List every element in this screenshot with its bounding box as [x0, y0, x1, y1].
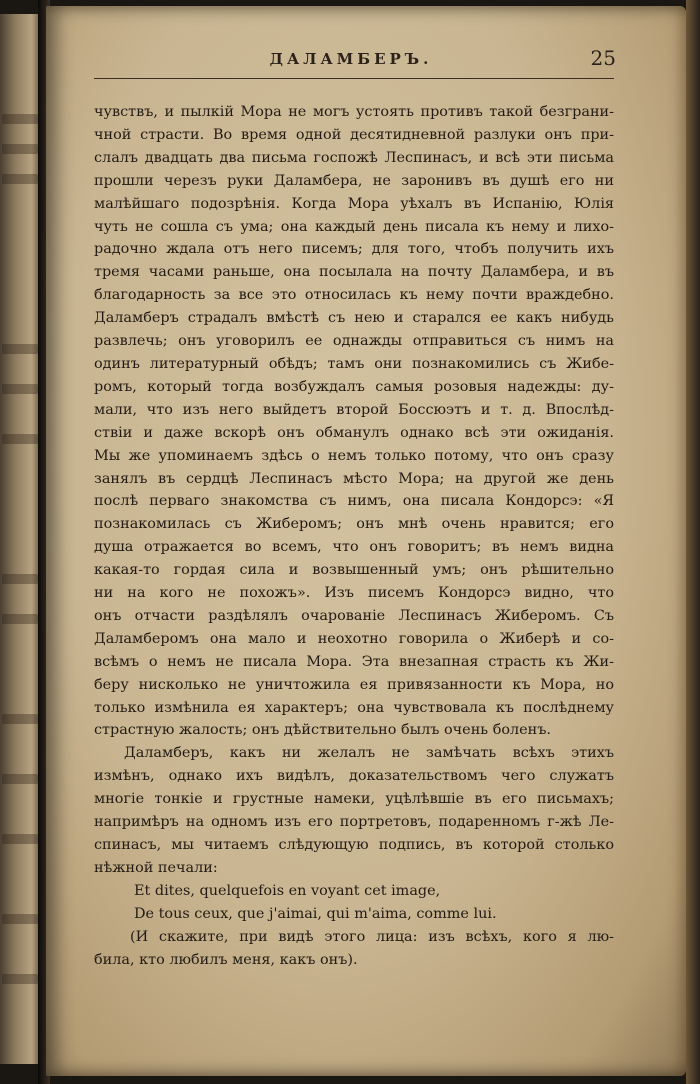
facing-page-edge [0, 14, 42, 1064]
text-line: чуть не сошла съ ума; она каждый день писала къ нему и лихо- [94, 218, 614, 235]
text-line: благодарность за все это относилась къ нему почти враждебно. [94, 287, 614, 304]
text-line: послѣ перваго знакомства съ нимъ, она писала Кондорсэ: «Я [94, 493, 614, 510]
text-line: занялъ въ сердцѣ Леспинасъ мѣсто Мора; на другой же день [94, 470, 614, 487]
text-line: беру нисколько не уничтожила ея привязанности къ Мора, но [94, 676, 614, 693]
text-line: какая-то гордая сила и возвышенный умъ; онъ рѣшительно [94, 562, 614, 579]
text-line: малѣйшаго подозрѣнія. Когда Мора уѣхалъ въ Испанію, Юлія [94, 195, 614, 212]
text-line: спинасъ, мы читаемъ слѣдующую подпись, въ которой столько [94, 837, 614, 853]
text-line: прошли черезъ руки Даламбера, не заронивъ въ душѣ его ни [94, 172, 614, 189]
text-line: слалъ двадцать два письма госпожѣ Леспинасъ, и всѣ эти письма [94, 149, 614, 166]
text-line: радочно ждала отъ него писемъ; для того, чтобъ получить ихъ [94, 241, 614, 258]
text-line: измѣнъ, однако ихъ видѣлъ, доказательствомъ чего служатъ [94, 768, 614, 785]
text-line: нѣжной печали: [94, 859, 218, 876]
page-body [94, 101, 614, 971]
verse-line: De tous ceux, que j'aimai, qui m'aima, comme lui. [134, 905, 497, 922]
text-line: развлечь; онъ уговорилъ ее однажды отправиться съ нимъ на [94, 333, 614, 350]
text-line: только измѣнила ея характеръ; она чувствовала къ послѣднему [94, 699, 614, 716]
text-line: познакомилась съ Жиберомъ; онъ мнѣ очень нравится; его [94, 516, 614, 533]
text-line: Даламберъ страдалъ вмѣстѣ съ нею и старался ее какъ нибудь [94, 310, 614, 327]
text-line: онъ отчасти раздѣлялъ очарованіе Леспинасъ Жиберомъ. Съ [94, 607, 614, 624]
text-line: многіе тонкіе и грустные намеки, уцѣлѣвшіе въ его письмахъ; [94, 791, 614, 808]
running-header: ДАЛАМБЕРЪ. [269, 50, 433, 68]
text-line: ни на кого не похожъ». Изъ писемъ Кондорсэ видно, что [94, 585, 614, 602]
paragraph-2 [94, 742, 614, 879]
verse-translation [94, 926, 614, 972]
page-number: 25 [590, 46, 616, 70]
text-line: ствіи и даже вскорѣ онъ обманулъ однако всѣ эти ожиданія. [94, 424, 614, 441]
text-line: тремя часами раньше, она посылала на почту Даламбера, и въ [94, 264, 614, 281]
book-edge-shadow [686, 0, 700, 1084]
text-line: чной страсти. Во время одной десятидневной разлуки онъ при- [94, 126, 614, 143]
translation-line: (И скажите, при видѣ этого лица: изъ всѣхъ, кого я лю- [130, 928, 614, 945]
paragraph-1 [94, 101, 614, 742]
text-line: Мы же упоминаемъ здѣсь о немъ только потому, что онъ сразу [94, 447, 614, 464]
text-line: чувствъ, и пылкій Мора не могъ устоять противъ такой безграни- [94, 104, 614, 120]
text-line: душа отражается во всемъ, что онъ говоритъ; въ немъ видна [94, 539, 614, 556]
text-line: Даламберомъ она мало и неохотно говорила о Жиберѣ и со- [94, 630, 614, 647]
text-line: напримѣръ на одномъ изъ его портретовъ, подаренномъ г-жѣ Ле- [94, 814, 614, 831]
text-line: Даламберъ, какъ ни желалъ не замѣчать всѣхъ этихъ [124, 745, 614, 762]
header-rule [94, 78, 614, 79]
verse-line: Et dites, quelquefois en voyant cet image, [134, 882, 441, 899]
text-line: страстную жалость; онъ дѣйствительно былъ очень боленъ. [94, 722, 552, 739]
verse-quote [94, 880, 614, 926]
text-line: ромъ, который тогда возбуждалъ самыя розовыя надежды: ду- [94, 378, 614, 395]
text-line: одинъ литературный обѣдъ; тамъ они познакомились съ Жибе- [94, 355, 614, 372]
text-line: всѣмъ о немъ не писала Мора. Эта внезапная страсть къ Жи- [94, 653, 614, 670]
text-line: мали, что изъ него выйдетъ второй Боссюэтъ и т. д. Впослѣд- [94, 401, 614, 418]
translation-line: била, кто любилъ меня, какъ онъ). [94, 951, 358, 968]
book-page [46, 6, 686, 1076]
